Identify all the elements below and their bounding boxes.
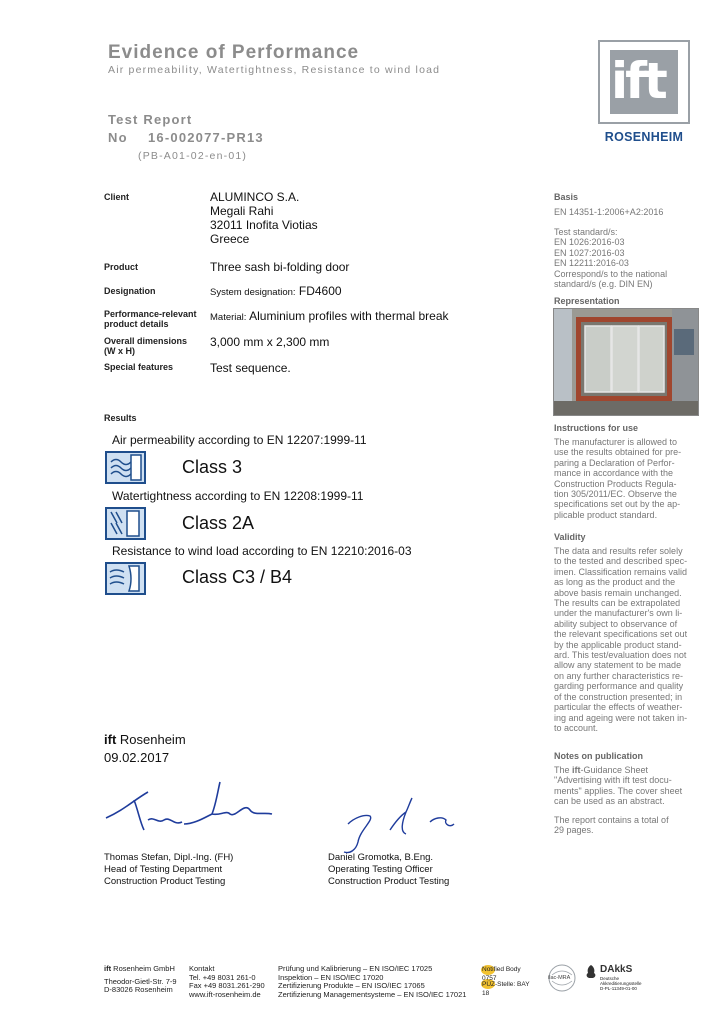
special-features-value: Test sequence. (210, 361, 291, 375)
issuer-name (104, 732, 186, 747)
validity-line: ability subject to observance of (554, 618, 678, 629)
issue-date: 09.02.2017 (104, 750, 170, 765)
dakks-text: DAkkS (600, 964, 633, 975)
dakks-sub-line: Deutsche (600, 976, 620, 981)
validity-line: ing and ageing were not taken in- (554, 712, 688, 723)
wind-load-icon (105, 562, 146, 595)
air-permeability-icon (105, 451, 146, 484)
validity-line: garding performance and quality (554, 681, 684, 692)
instructions-line: mance in accordance with the (554, 468, 674, 479)
specimen-photo (553, 308, 699, 416)
instructions-text (554, 437, 714, 520)
designation-value-row (210, 284, 342, 300)
notified-body-text: Notified Body 0757 (482, 966, 521, 982)
designation-value: FD4600 (298, 284, 342, 298)
watertightness-icon (105, 507, 146, 540)
signatory-line: Head of Testing Department (104, 864, 223, 875)
logo-letters: ift (611, 52, 665, 110)
ilac-mra-text: ilac-MRA (548, 975, 571, 981)
performance-value: Aluminium profiles with thermal break (249, 309, 449, 323)
page-count-text (554, 815, 714, 836)
footer-accreditations (278, 965, 466, 999)
client-line: ALUMINCO S.A. (210, 190, 300, 204)
performance-label (104, 309, 197, 329)
instructions-line: plicable product standard. (554, 509, 658, 520)
validity-line: to the tested and described spec- (554, 556, 688, 567)
validity-heading: Validity (554, 532, 586, 542)
notes-line: ments" applies. The cover sheet (554, 785, 683, 796)
basis-text: EN 14351-1:2006+A2:2016 (554, 207, 664, 217)
validity-line: to account. (554, 722, 599, 733)
footer-company-bold: ift (104, 964, 112, 973)
ift-rosenheim-logo (598, 40, 690, 150)
client-address (210, 190, 318, 246)
result-class: Class 2A (182, 513, 255, 533)
accreditation-line: Prüfung und Kalibrierung – EN ISO/IEC 17025 (278, 964, 433, 973)
standards-line: Test standard/s: (554, 227, 618, 237)
validity-text (554, 546, 714, 733)
validity-line: ard. This test/evaluation does not (554, 650, 687, 661)
validity-line: The results can be extrapolated (554, 598, 681, 609)
performance-value-row (210, 309, 449, 325)
instructions-line: tion 305/2011/EC. Observe the (554, 489, 677, 500)
result-standard: Resistance to wind load according to EN 12210:2016-03 (112, 544, 412, 558)
notes-heading: Notes on publication (554, 751, 643, 761)
client-label: Client (104, 192, 130, 202)
designation-label: Designation (104, 286, 156, 296)
standards-line: Correspond/s to the national (554, 268, 668, 279)
signatory-left (104, 852, 233, 888)
logo-city: ROSENHEIM (604, 130, 684, 144)
standards-line: EN 1027:2016-03 (554, 247, 625, 258)
accreditation-line: Zertifizierung Produkte – EN ISO/IEC 17065 (278, 981, 425, 991)
basis-heading: Basis (554, 192, 579, 202)
notified-body-badge (478, 962, 536, 997)
standards-line: EN 12211:2016-03 (554, 258, 629, 269)
document-subtitle: Air permeability, Watertightness, Resistance to wind load (108, 64, 441, 76)
footer-company-name (104, 965, 177, 974)
dakks-sub-line: Akkreditierungsstelle (600, 981, 642, 986)
instructions-line: use the results obtained for pre- (554, 447, 682, 458)
standards-line: standard/s (e.g. DIN EN) (554, 279, 653, 290)
instructions-line: The manufacturer is allowed to (554, 437, 678, 447)
issuer-name-bold: ift (104, 732, 117, 747)
result-standard: Air permeability according to EN 12207:1999-11 (112, 433, 367, 447)
performance-prefix: Material: (210, 312, 247, 323)
signature-stefan (104, 780, 284, 842)
dakks-logo (584, 962, 654, 996)
footer-address-line: Theodor-Gietl-Str. 7-9 (104, 976, 177, 986)
standards-line: EN 1026:2016-03 (554, 237, 625, 248)
document-title: Evidence of Performance (108, 42, 360, 63)
validity-line: by the applicable product stand- (554, 639, 682, 650)
results-heading: Results (104, 413, 137, 423)
client-line: Greece (210, 232, 250, 246)
accreditation-line: Zertifizierung Managementsysteme – EN ISO/IEC 17021 (278, 989, 467, 999)
footer-contact-line: Kontakt (189, 964, 215, 973)
footer-contact-line: Tel. +49 8031 261-0 (189, 972, 256, 982)
validity-line: The data and results refer solely (554, 546, 683, 556)
puz-stelle-text: PÜZ-Stelle: BAY 18 (482, 981, 530, 997)
validity-line: the relevant specifications set out (554, 629, 688, 640)
special-features-label: Special features (104, 362, 174, 372)
accreditation-line: Inspektion – EN ISO/IEC 17020 (278, 972, 384, 982)
product-value: Three sash bi-folding door (210, 260, 350, 274)
footer-company (104, 965, 177, 995)
footer-contact (189, 965, 265, 999)
dimensions-value: 3,000 mm x 2,300 mm (210, 335, 330, 349)
report-reference: (PB-A01-02-en-01) (138, 150, 248, 162)
report-number-label: No (108, 130, 128, 145)
instructions-line: specifications set out by the ap- (554, 499, 681, 510)
signatory-line: Thomas Stefan, Dipl.-Ing. (FH) (104, 852, 234, 863)
dimensions-label-line: (W x H) (104, 346, 135, 356)
product-label: Product (104, 262, 139, 272)
representation-heading: Representation (554, 296, 620, 306)
validity-line: particular the effects of weather- (554, 702, 683, 713)
validity-line: allow any statement to be made (554, 660, 682, 671)
signatory-line: Operating Testing Officer (328, 864, 433, 875)
notes-line: "Advertising with ift test docu- (554, 775, 672, 786)
signatory-line: Construction Product Testing (328, 876, 450, 887)
footer-company-rest: Rosenheim GmbH (111, 964, 175, 973)
client-line: 32011 Inofita Viotias (210, 218, 318, 232)
designation-prefix: System designation: (210, 287, 296, 298)
pages-line: 29 pages. (554, 825, 594, 836)
validity-line: imen. Classification remains valid (554, 566, 688, 577)
pages-line: The report contains a total of (554, 815, 669, 825)
performance-label-line: Performance-relevant (104, 309, 197, 319)
result-class: Class 3 (182, 457, 243, 477)
dakks-sub-line: D-PL-11349-01-00 (600, 986, 637, 991)
dakks-subtext (600, 976, 642, 991)
validity-line: under the manufacturer's own li- (554, 608, 683, 619)
signatory-line: Construction Product Testing (104, 876, 226, 887)
result-standard: Watertightness according to EN 12208:1999-11 (112, 489, 364, 503)
notes-line: The ift-Guidance Sheet (554, 765, 649, 775)
validity-line: of the construction presented; in (554, 691, 683, 702)
issuer-name-rest: Rosenheim (116, 732, 186, 747)
notes-text (554, 765, 714, 807)
report-type-label: Test Report (108, 112, 193, 127)
dimensions-label (104, 336, 187, 356)
performance-label-line: product details (104, 319, 169, 329)
test-standards (554, 227, 714, 289)
ilac-mra-logo (546, 963, 578, 993)
signature-gromotka (330, 794, 470, 860)
report-number: 16-002077-PR13 (148, 130, 264, 145)
footer-address-line: D-83026 Rosenheim (104, 985, 173, 995)
result-class: Class C3 / B4 (182, 567, 293, 587)
footer-website[interactable]: www.ift-rosenheim.de (189, 989, 261, 999)
notes-line: can be used as an abstract. (554, 796, 665, 807)
validity-line: on any further characteristics re- (554, 670, 684, 681)
instructions-line: Construction Products Regula- (554, 478, 677, 489)
validity-line: above basis remain unchanged. (554, 587, 682, 598)
client-line: Megali Rahi (210, 204, 274, 218)
instructions-line: paring a Declaration of Perfor- (554, 457, 675, 468)
footer-contact-line: Fax +49 8031.261-290 (189, 981, 265, 991)
dimensions-label-line: Overall dimensions (104, 336, 188, 346)
signatory-line: Daniel Gromotka, B.Eng. (328, 852, 434, 863)
instructions-heading: Instructions for use (554, 423, 639, 433)
signatory-right (328, 852, 449, 888)
validity-line: as long as the product and the (554, 577, 676, 588)
